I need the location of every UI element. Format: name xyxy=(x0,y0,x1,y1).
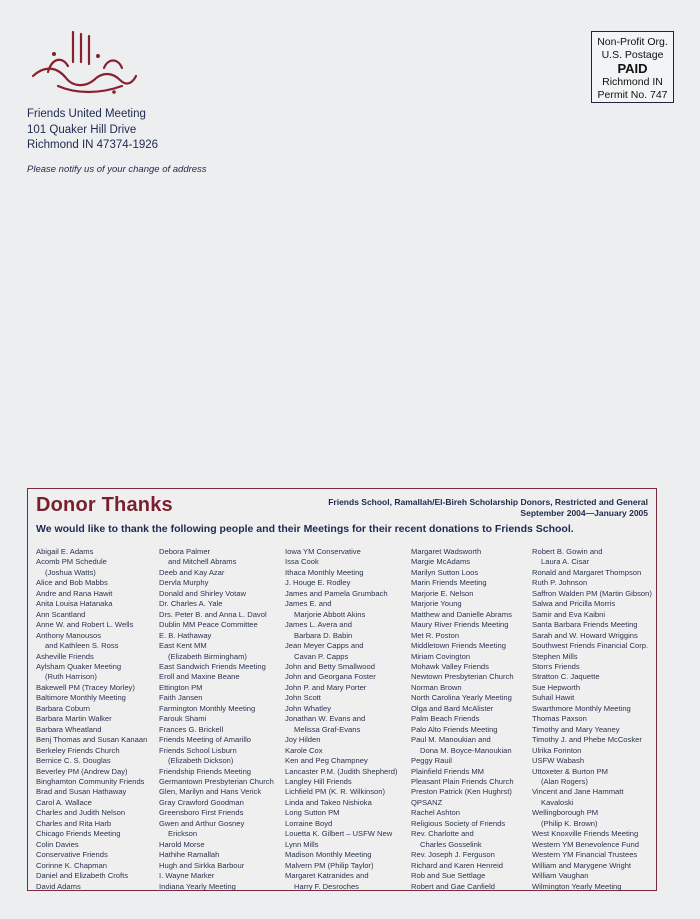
donor-entry: Frances G. Brickell xyxy=(159,724,224,734)
donor-entry: Anne W. and Robert L. Wells xyxy=(36,620,134,630)
donor-entry: Faith Jansen xyxy=(159,693,203,703)
donor-entry: Paul M. Manoukian and xyxy=(411,735,491,745)
sender-street: 101 Quaker Hill Drive xyxy=(27,123,137,136)
donor-column xyxy=(159,547,285,891)
donor-entry: Uttoxeter & Burton PM xyxy=(532,766,608,776)
donor-entry: Ulrika Forinton xyxy=(532,745,582,755)
donor-entry: Newtown Presbyterian Church xyxy=(411,672,514,682)
donor-entry: William and Marygene Wright xyxy=(532,860,632,870)
donor-entry: East Sandwich Friends Meeting xyxy=(159,661,266,671)
donor-entry: West Knoxville Friends Meeting xyxy=(532,829,639,839)
donor-entry: James E. and xyxy=(285,599,332,609)
donor-entry: Robert and Gae Canfield xyxy=(411,881,496,891)
donor-entry: Berkeley Friends Church xyxy=(36,745,120,755)
donor-entry: Laura A. Cisar xyxy=(541,557,590,567)
donor-entry: Bernice C. S. Douglas xyxy=(36,756,111,766)
donor-entry: Anita Louisa Hatanaka xyxy=(36,599,113,609)
donor-entry: Palo Alto Friends Meeting xyxy=(411,724,498,734)
donor-entry: James L. Avera and xyxy=(285,620,352,630)
donor-entry: Baltimore Monthly Meeting xyxy=(36,693,126,703)
donor-entry: Joy Hilden xyxy=(285,735,321,745)
donor-entry: Vincent and Jane Hammatt xyxy=(532,787,624,797)
postage-line-2: U.S. Postage xyxy=(601,48,664,61)
donor-subtitle-line-1: Friends School, Ramallah/El-Bireh Scholarship Donors, Restricted and General xyxy=(328,497,648,507)
donor-entry: Thomas Paxson xyxy=(532,714,587,724)
donor-entry: Ken and Peg Champney xyxy=(285,756,368,766)
donor-entry: Rachel Ashton xyxy=(411,808,460,818)
donor-entry: Suhail Hawit xyxy=(532,693,575,703)
postage-line-1: Non-Profit Org. xyxy=(597,36,668,48)
donor-entry: David Adams xyxy=(36,881,81,891)
donor-entry: Abigail E. Adams xyxy=(36,547,94,556)
donor-entry: Preston Patrick (Ken Hughrst) xyxy=(411,787,512,797)
donor-entry: Sarah and W. Howard Wriggins xyxy=(532,630,638,640)
donor-entry: Western YM Financial Trustees xyxy=(532,850,638,860)
donor-entry: Beverley PM (Andrew Day) xyxy=(36,766,128,776)
donor-column xyxy=(411,547,532,891)
donor-entry: Benj Thomas and Susan Kanaan xyxy=(36,735,148,745)
donor-entry: Timothy and Mary Yeaney xyxy=(532,724,620,734)
donor-entry: Dona M. Boyce-Manoukian xyxy=(420,745,512,755)
donor-entry: Glen, Marilyn and Hans Verick xyxy=(159,787,262,797)
donor-entry: Wilmington Yearly Meeting xyxy=(532,881,622,891)
donor-entry: Linda and Takeo Nishioka xyxy=(285,797,372,807)
donor-entry: Religious Society of Friends xyxy=(411,818,506,828)
donor-entry: (Elizabeth Birmingham) xyxy=(168,651,247,661)
donor-entry: Anthony Manousos xyxy=(36,630,102,640)
donor-entry: Louetta K. Gilbert – USFW New xyxy=(285,829,393,839)
donor-entry: Marjorie E. Nelson xyxy=(411,588,474,598)
donor-entry: and Mitchell Abrams xyxy=(168,557,237,567)
postage-indicia xyxy=(591,31,674,103)
donor-entry: John and Betty Smallwood xyxy=(285,661,375,671)
postage-line-4: Richmond IN xyxy=(602,76,663,88)
donor-entry: John Scott xyxy=(285,693,321,703)
sender-org: Friends United Meeting xyxy=(27,108,146,120)
donor-entry: Marilyn Sutton Loos xyxy=(411,567,479,577)
donor-entry: Matthew and Danielle Abrams xyxy=(411,609,512,619)
donor-entry: Debora Palmer xyxy=(159,547,211,556)
donor-entry: (Philip K. Brown) xyxy=(541,818,598,828)
donor-entry: Rob and Sue Settlage xyxy=(411,871,486,881)
donor-entry: Plainfield Friends MM xyxy=(411,766,485,776)
donor-entry: William Vaughan xyxy=(532,871,589,881)
donor-column xyxy=(532,547,656,891)
donor-subtitle-line-2: September 2004—January 2005 xyxy=(520,508,648,518)
donor-entry: Erickson xyxy=(168,829,198,839)
donor-entry: Friendship Friends Meeting xyxy=(159,766,252,776)
donor-entry: Ronald and Margaret Thompson xyxy=(532,567,642,577)
donor-entry: Peggy Rauil xyxy=(411,756,452,766)
donor-entry: Ettington PM xyxy=(159,682,203,692)
donor-entry: Middletown Friends Meeting xyxy=(411,641,506,651)
donor-entry: Maury River Friends Meeting xyxy=(411,620,509,630)
donor-entry: Asheville Friends xyxy=(36,651,94,661)
donor-entry: North Carolina Yearly Meeting xyxy=(411,693,512,703)
donor-entry: Germantown Presbyterian Church xyxy=(159,776,274,786)
donor-entry: Melissa Graf-Evans xyxy=(294,724,361,734)
donor-entry: Farouk Shami xyxy=(159,714,207,724)
donor-entry: Dervla Murphy xyxy=(159,578,209,588)
donor-entry: (Ruth Harrison) xyxy=(45,672,97,682)
donor-entry: John P. and Mary Porter xyxy=(285,682,367,692)
donor-entry: Margie McAdams xyxy=(411,557,471,567)
donor-entry: (Joshua Watts) xyxy=(45,567,96,577)
donor-entry: Colin Davies xyxy=(36,839,79,849)
donor-subtitle xyxy=(328,497,648,519)
donor-entry: Margaret Wadsworth xyxy=(411,547,482,556)
donor-entry: Dublin MM Peace Committee xyxy=(159,620,258,630)
donor-entry: Marjorie Young xyxy=(411,599,462,609)
donor-entry: Charles Gosselink xyxy=(420,839,482,849)
donor-entry: Harry F. Desroches xyxy=(294,881,359,891)
donor-entry: Andre and Rana Hawit xyxy=(36,588,113,598)
donor-entry: Saffron Walden PM (Martin Gibson) xyxy=(532,588,652,598)
donor-entry: Lorraine Boyd xyxy=(285,818,333,828)
donor-entry: Lynn Mills xyxy=(285,839,319,849)
donor-entry: Hathihe Ramallah xyxy=(159,850,220,860)
donor-entry: Iowa YM Conservative xyxy=(285,547,361,556)
donor-entry: Jean Meyer Capps and xyxy=(285,641,364,651)
donor-entry: Long Sutton PM xyxy=(285,808,340,818)
donor-entry: Swarthmore Monthly Meeting xyxy=(532,703,631,713)
donor-entry: QPSANZ xyxy=(411,797,443,807)
donor-entry: Ithaca Monthly Meeting xyxy=(285,567,364,577)
donor-entry: Santa Barbara Friends Meeting xyxy=(532,620,638,630)
donor-entry: Conservative Friends xyxy=(36,850,108,860)
donor-entry: Marin Friends Meeting xyxy=(411,578,487,588)
return-address xyxy=(27,107,158,154)
donor-entry: Gray Crawford Goodman xyxy=(159,797,244,807)
donor-entry: Stratton C. Jaquette xyxy=(532,672,600,682)
donor-entry: Bakewell PM (Tracey Morley) xyxy=(36,682,135,692)
donor-entry: Hugh and Sirkka Barbour xyxy=(159,860,245,870)
change-of-address-note: Please notify us of your change of address xyxy=(27,164,207,175)
donor-columns xyxy=(36,547,656,891)
donor-entry: Chicago Friends Meeting xyxy=(36,829,121,839)
donor-entry: Charles and Judith Nelson xyxy=(36,808,126,818)
donor-entry: Stephen Mills xyxy=(532,651,578,661)
donor-entry: Karole Cox xyxy=(285,745,323,755)
donor-entry: Robert B. Gowin and xyxy=(532,547,603,556)
donor-entry: Friends Meeting of Amarillo xyxy=(159,735,252,745)
donor-entry: Aylsham Quaker Meeting xyxy=(36,661,122,671)
donor-entry: East Kent MM xyxy=(159,641,207,651)
donor-entry: Cavan P. Capps xyxy=(294,651,349,661)
donor-entry: Binghamton Community Friends xyxy=(36,776,145,786)
donor-entry: Jonathan W. Evans and xyxy=(285,714,366,724)
donor-entry: (Elizabeth Dickson) xyxy=(168,756,234,766)
donor-entry: James and Pamela Grumbach xyxy=(285,588,388,598)
donor-entry: Charles and Rita Harb xyxy=(36,818,112,828)
donor-entry: Langley Hill Friends xyxy=(285,776,352,786)
donor-entry: and Kathleen S. Ross xyxy=(45,641,119,651)
donor-entry: Kavaloski xyxy=(541,797,574,807)
donor-entry: Acomb PM Schedule xyxy=(36,557,107,567)
donor-entry: USFW Wabash xyxy=(532,756,585,766)
donor-entry: E. B. Hathaway xyxy=(159,630,212,640)
donor-entry: Barbara Martin Walker xyxy=(36,714,112,724)
donor-entry: Margaret Katranides and xyxy=(285,871,369,881)
donor-entry: Salwa and Pricilla Morris xyxy=(532,599,616,609)
donor-entry: Indiana Yearly Meeting xyxy=(159,881,236,891)
donor-thanks-box xyxy=(27,488,657,891)
donor-entry: Wellingborough PM xyxy=(532,808,599,818)
donor-entry: Rev. Charlotte and xyxy=(411,829,474,839)
donor-entry: John Whatley xyxy=(285,703,332,713)
donor-entry: Barbara D. Babin xyxy=(294,630,353,640)
donor-entry: Miriam Covington xyxy=(411,651,471,661)
donor-entry: Alice and Bob Mabbs xyxy=(36,578,108,588)
donor-entry: Daniel and Elizabeth Crofts xyxy=(36,871,129,881)
donor-entry: Deeb and Kay Azar xyxy=(159,567,225,577)
donor-entry: Eroll and Maxine Beane xyxy=(159,672,240,682)
postage-permit: Permit No. 747 xyxy=(597,88,668,101)
donor-entry: Sue Hepworth xyxy=(532,682,581,692)
donor-entry: J. Houge E. Rodley xyxy=(285,578,351,588)
donor-entry: Mohawk Valley Friends xyxy=(411,661,489,671)
donor-entry: Lichfield PM (K. R. Wilkinson) xyxy=(285,787,386,797)
donor-entry: Olga and Bard McAlister xyxy=(411,703,494,713)
donor-entry: Barbara Coburn xyxy=(36,703,91,713)
donor-title: Donor Thanks xyxy=(36,494,173,516)
donor-entry: Brad and Susan Hathaway xyxy=(36,787,127,797)
donor-entry: Issa Cook xyxy=(285,557,319,567)
donor-entry: Malvern PM (Philip Taylor) xyxy=(285,860,374,870)
donor-intro: We would like to thank the following people and their Meetings for their recent donations to Friends School. xyxy=(36,523,574,535)
donor-entry: Richard and Karen Henreid xyxy=(411,860,504,870)
donor-entry: Southwest Friends Financial Corp. xyxy=(532,641,649,651)
donor-entry: (Alan Rogers) xyxy=(541,776,588,786)
donor-entry: John and Georgana Foster xyxy=(285,672,376,682)
donor-entry: Greensboro First Friends xyxy=(159,808,244,818)
donor-entry: Met R. Poston xyxy=(411,630,460,640)
donor-entry: Samir and Eva Kaibni xyxy=(532,609,606,619)
donor-entry: Norman Brown xyxy=(411,682,462,692)
donor-entry: Gwen and Arthur Gosney xyxy=(159,818,245,828)
donor-entry: Dr. Charles A. Yale xyxy=(159,599,223,609)
donor-entry: Palm Beach Friends xyxy=(411,714,480,724)
donor-entry: Storrs Friends xyxy=(532,661,580,671)
donor-entry: Barbara Wheatland xyxy=(36,724,102,734)
donor-entry: Rev. Joseph J. Ferguson xyxy=(411,850,495,860)
donor-entry: Donald and Shirley Votaw xyxy=(159,588,246,598)
donor-column xyxy=(36,547,159,891)
donor-entry: Pleasant Plain Friends Church xyxy=(411,776,514,786)
donor-entry: Marjorie Abbott Akins xyxy=(294,609,366,619)
donor-column xyxy=(285,547,411,891)
donor-entry: Ruth P. Johnson xyxy=(532,578,588,588)
donor-entry: Corinne K. Chapman xyxy=(36,860,107,870)
donor-entry: Harold Morse xyxy=(159,839,205,849)
donor-entry: Farmington Monthly Meeting xyxy=(159,703,256,713)
postage-paid: PAID xyxy=(617,61,648,76)
donor-entry: Carol A. Wallace xyxy=(36,797,92,807)
donor-entry: Friends School Lisburn xyxy=(159,745,237,755)
sender-city: Richmond IN 47374-1926 xyxy=(27,139,159,151)
donor-entry: Drs. Peter B. and Anna L. Davol xyxy=(159,609,267,619)
donor-entry: Western YM Benevolence Fund xyxy=(532,839,639,849)
donor-entry: I. Wayne Marker xyxy=(159,871,215,881)
arabic-calligraphy-logo xyxy=(28,28,140,100)
donor-entry: Ann Scantland xyxy=(36,609,86,619)
donor-entry: Lancaster P.M. (Judith Shepherd) xyxy=(285,766,398,776)
donor-entry: Madison Monthly Meeting xyxy=(285,850,372,860)
donor-entry: Timothy J. and Phebe McCosker xyxy=(532,735,642,745)
